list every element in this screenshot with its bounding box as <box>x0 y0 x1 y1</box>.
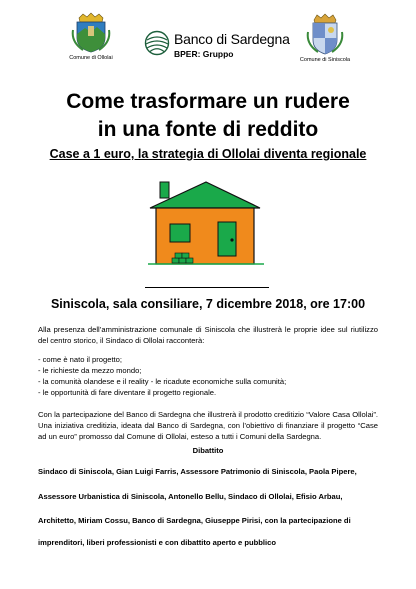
house-icon <box>148 178 268 270</box>
page-subtitle: Case a 1 euro, la strategia di Ollolai diventa regionale <box>49 147 367 161</box>
list-item: - come è nato il progetto; <box>38 355 122 364</box>
bank-group: BPER: Gruppo <box>174 49 234 59</box>
ollolai-crest-icon <box>71 12 111 54</box>
debate-line: Assessore Urbanistica di Siniscola, Antonello Bellu, Sindaco di Ollolai, Efisio Arbau, <box>38 492 343 501</box>
page-title <box>0 88 416 144</box>
left-crest-caption: Comune di Ollolai <box>69 55 113 61</box>
right-crest-caption: Comune di Siniscola <box>299 57 351 63</box>
intro-paragraph: Alla presenza dell’amministrazione comunale di Siniscola che illustrerà le proprie idee sul riutilizzo del centro storico, il Sindaco di Ollolai racconterà: <box>38 325 378 345</box>
debate-line: imprenditori, liberi professionisti e con dibattito aperto e pubblico <box>38 538 276 547</box>
bank-name: Banco di Sardegna <box>174 31 290 47</box>
siniscola-crest-icon <box>305 12 345 56</box>
debate-line: Architetto, Miriam Cossu, Banco di Sardegna, Giuseppe Pirisi, con la partecipazione di <box>38 516 351 525</box>
ollolai-crest <box>56 12 126 61</box>
title-line-2: in una fonte di reddito <box>97 118 319 141</box>
event-venue-date: Siniscola, sala consiliare, 7 dicembre 2018, ore 17:00 <box>50 297 366 311</box>
list-item: - le richieste da mezzo mondo; <box>38 366 142 375</box>
debate-line: Sindaco di Siniscola, Gian Luigi Farris, Assessore Patrimonio di Siniscola, Paola Pipere, <box>38 467 357 476</box>
title-line-1: Come trasformare un rudere <box>66 90 350 113</box>
siniscola-crest <box>290 12 360 63</box>
partnership-paragraph: Con la partecipazione del Banco di Sardegna che illustrerà il prodotto creditizio “Valore Casa Ollolai”. Una iniziativa creditizia, ideata dal Banco di Sardegna, con l’obiettivo di finanziare il progetto “Case ad un euro” promosso dal Comune di Ollolai, esteso a tutti i Comuni della Sardegna. <box>38 410 378 441</box>
list-item: - la comunità olandese e il reality - le ricadute economiche sulla comunità; <box>38 377 287 386</box>
divider <box>145 287 269 288</box>
list-item: - le opportunità di fare diventare il progetto regionale. <box>38 388 217 397</box>
bank-logo <box>144 30 290 64</box>
debate-heading: Dibattito <box>192 446 224 455</box>
banco-di-sardegna-logo-icon <box>144 30 170 56</box>
topics-list <box>38 354 378 398</box>
